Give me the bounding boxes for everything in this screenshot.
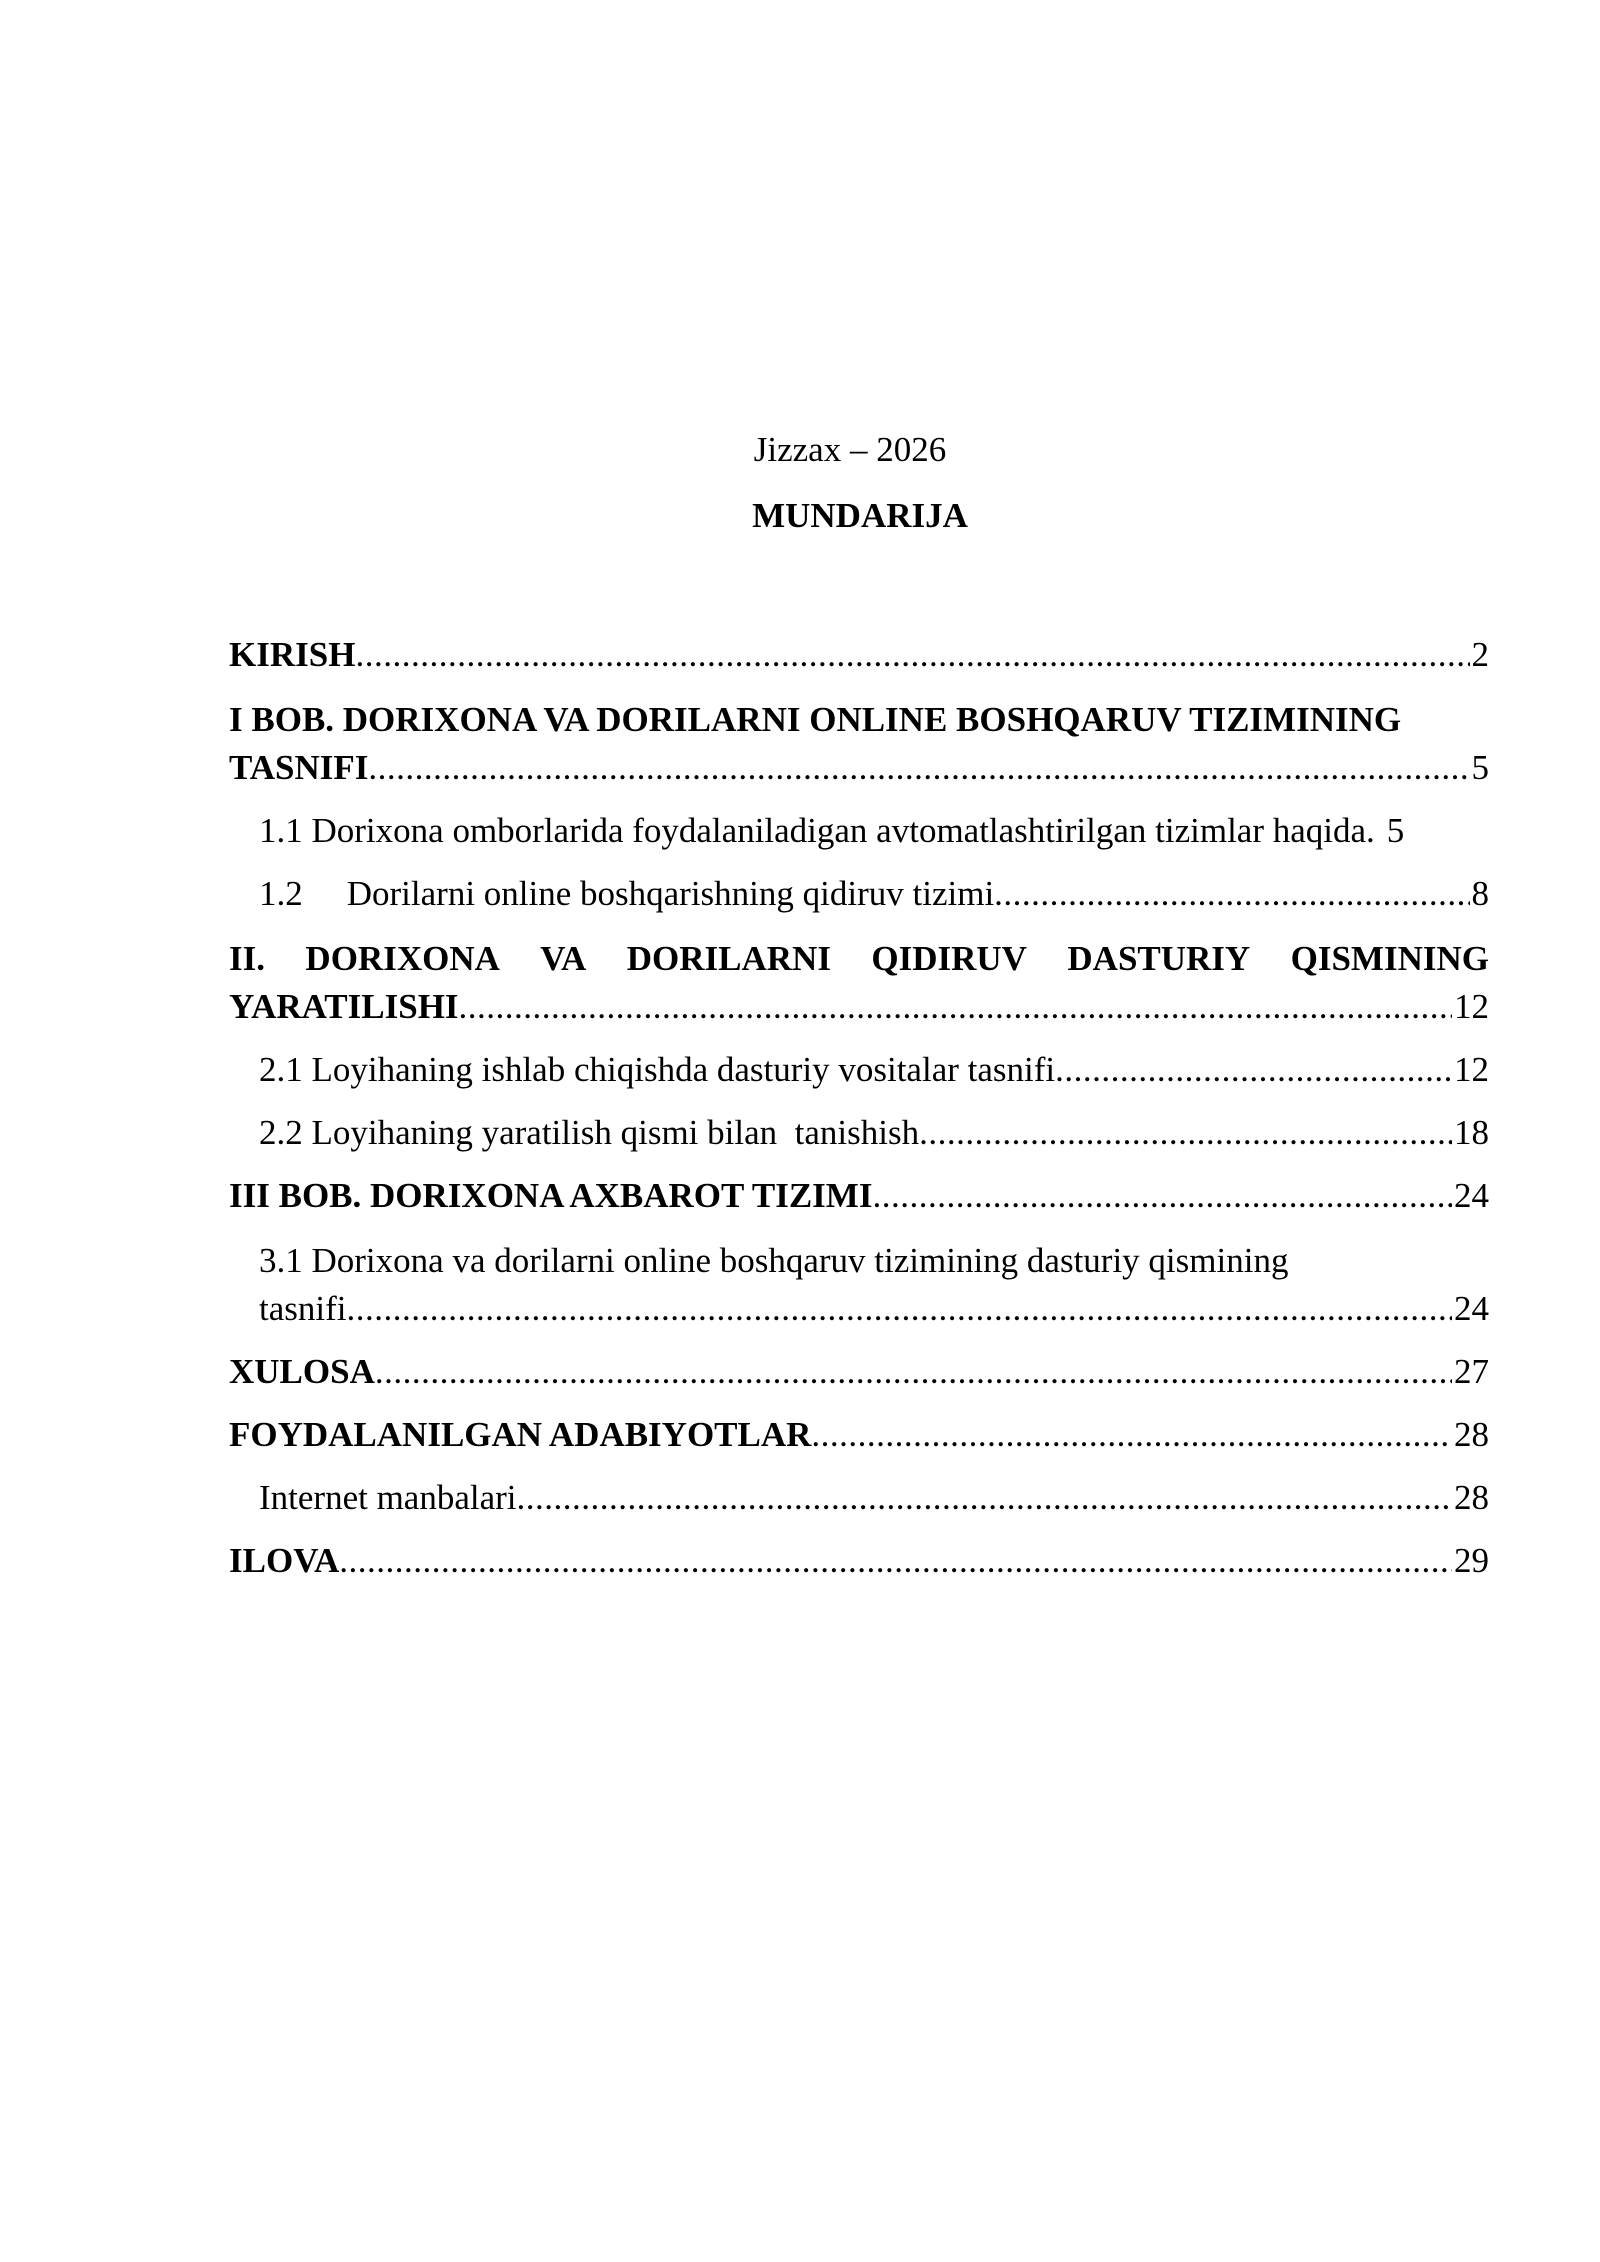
dot-leader xyxy=(919,1111,1452,1155)
toc-word: QIDIRUV xyxy=(871,939,1027,978)
toc-entry-title: 1.1 Dorixona omborlarida foydalaniladigan avtomatlashtirilgan tizimlar haqida. xyxy=(259,811,1375,850)
toc-entry-title: Dorilarni online boshqarishning qidiruv tizimi xyxy=(346,874,995,913)
toc-entry-1-2[interactable] xyxy=(229,872,1489,935)
toc-entry-adabiyotlar[interactable] xyxy=(229,1413,1489,1476)
toc-entry-xulosa[interactable] xyxy=(229,1350,1489,1413)
toc-entry-bob2[interactable] xyxy=(229,935,1489,1048)
toc-entry-1-1[interactable] xyxy=(229,809,1489,872)
dot-leader xyxy=(872,1174,1452,1218)
toc-entry-title-line1: 3.1 Dorixona va dorilarni online boshqaruv tizimining dasturiy qismining xyxy=(259,1241,1289,1280)
toc-entry-page: 24 xyxy=(1454,1289,1489,1328)
toc-entry-title: 2.1 Loyihaning ishlab chiqishda dasturiy vositalar tasnifi xyxy=(259,1050,1056,1089)
toc-entry-title-line1 xyxy=(229,935,1489,985)
toc-entry-title-line2: YARATILISHI xyxy=(229,987,459,1026)
table-of-contents xyxy=(229,633,1489,1602)
toc-word: DORILARNI xyxy=(626,939,831,978)
toc-entry-line2 xyxy=(229,1287,1489,1350)
toc-entry-ilova[interactable] xyxy=(229,1539,1489,1602)
toc-entry-internet[interactable] xyxy=(229,1476,1489,1539)
dot-leader xyxy=(459,985,1452,1029)
toc-entry-title-line1: I BOB. DORIXONA VA DORILARNI ONLINE BOSHQARUV TIZIMINING xyxy=(229,700,1402,739)
dot-leader xyxy=(339,1539,1452,1583)
toc-entry-title: ILOVA xyxy=(229,1541,340,1580)
dot-leader xyxy=(368,746,1469,790)
toc-entry-page: 28 xyxy=(1454,1415,1489,1454)
toc-entry-bob3[interactable] xyxy=(229,1174,1489,1237)
toc-entry-page: 2 xyxy=(1471,635,1489,674)
toc-entry-number: 1.2 xyxy=(259,874,303,913)
toc-entry-title: 2.2 Loyihaning yaratilish qismi bilan tanishish xyxy=(259,1113,920,1152)
dot-leader xyxy=(1055,1048,1452,1092)
toc-entry-page: 18 xyxy=(1454,1113,1489,1152)
dot-leader xyxy=(517,1476,1452,1520)
toc-entry-kirish[interactable] xyxy=(229,633,1489,696)
toc-entry-2-1[interactable] xyxy=(229,1048,1489,1111)
dot-leader xyxy=(375,1350,1452,1394)
toc-entry-line2 xyxy=(229,985,1489,1048)
toc-entry-page: 8 xyxy=(1471,874,1489,913)
toc-entry-title: Internet manbalari xyxy=(259,1478,517,1517)
toc-entry-title: XULOSA xyxy=(229,1352,375,1391)
toc-word: VA xyxy=(540,939,587,978)
toc-entry-bob1[interactable] xyxy=(229,696,1489,809)
toc-entry-page: 24 xyxy=(1454,1176,1489,1215)
toc-entry-title: III BOB. DORIXONA AXBAROT TIZIMI xyxy=(229,1176,873,1215)
toc-entry-page: 28 xyxy=(1454,1478,1489,1517)
toc-entry-page: 29 xyxy=(1454,1541,1489,1580)
toc-title: MUNDARIJA xyxy=(752,496,968,535)
dot-leader xyxy=(994,872,1469,916)
dot-leader xyxy=(355,633,1469,677)
toc-entry-page: 5 xyxy=(1386,811,1405,850)
toc-entry-title-line2: TASNIFI xyxy=(229,748,369,787)
toc-word: DORIXONA xyxy=(305,939,500,978)
dot-leader xyxy=(811,1413,1452,1457)
dot-leader xyxy=(346,1287,1452,1331)
toc-entry-page: 5 xyxy=(1471,748,1489,787)
place-year: Jizzax – 2026 xyxy=(753,430,947,469)
toc-word: DASTURIY xyxy=(1067,939,1251,978)
toc-word: II. xyxy=(229,939,265,978)
toc-entry-line2 xyxy=(229,746,1489,809)
toc-entry-title-line2: tasnifi xyxy=(259,1289,347,1328)
toc-entry-title: KIRISH xyxy=(229,635,356,674)
toc-word: QISMINING xyxy=(1290,939,1489,978)
toc-entry-page: 12 xyxy=(1454,1050,1489,1089)
toc-entry-3-1[interactable] xyxy=(229,1237,1489,1350)
toc-entry-page: 27 xyxy=(1454,1352,1489,1391)
toc-entry-2-2[interactable] xyxy=(229,1111,1489,1174)
toc-entry-page: 12 xyxy=(1454,987,1489,1026)
toc-entry-title: FOYDALANILGAN ADABIYOTLAR xyxy=(229,1415,812,1454)
